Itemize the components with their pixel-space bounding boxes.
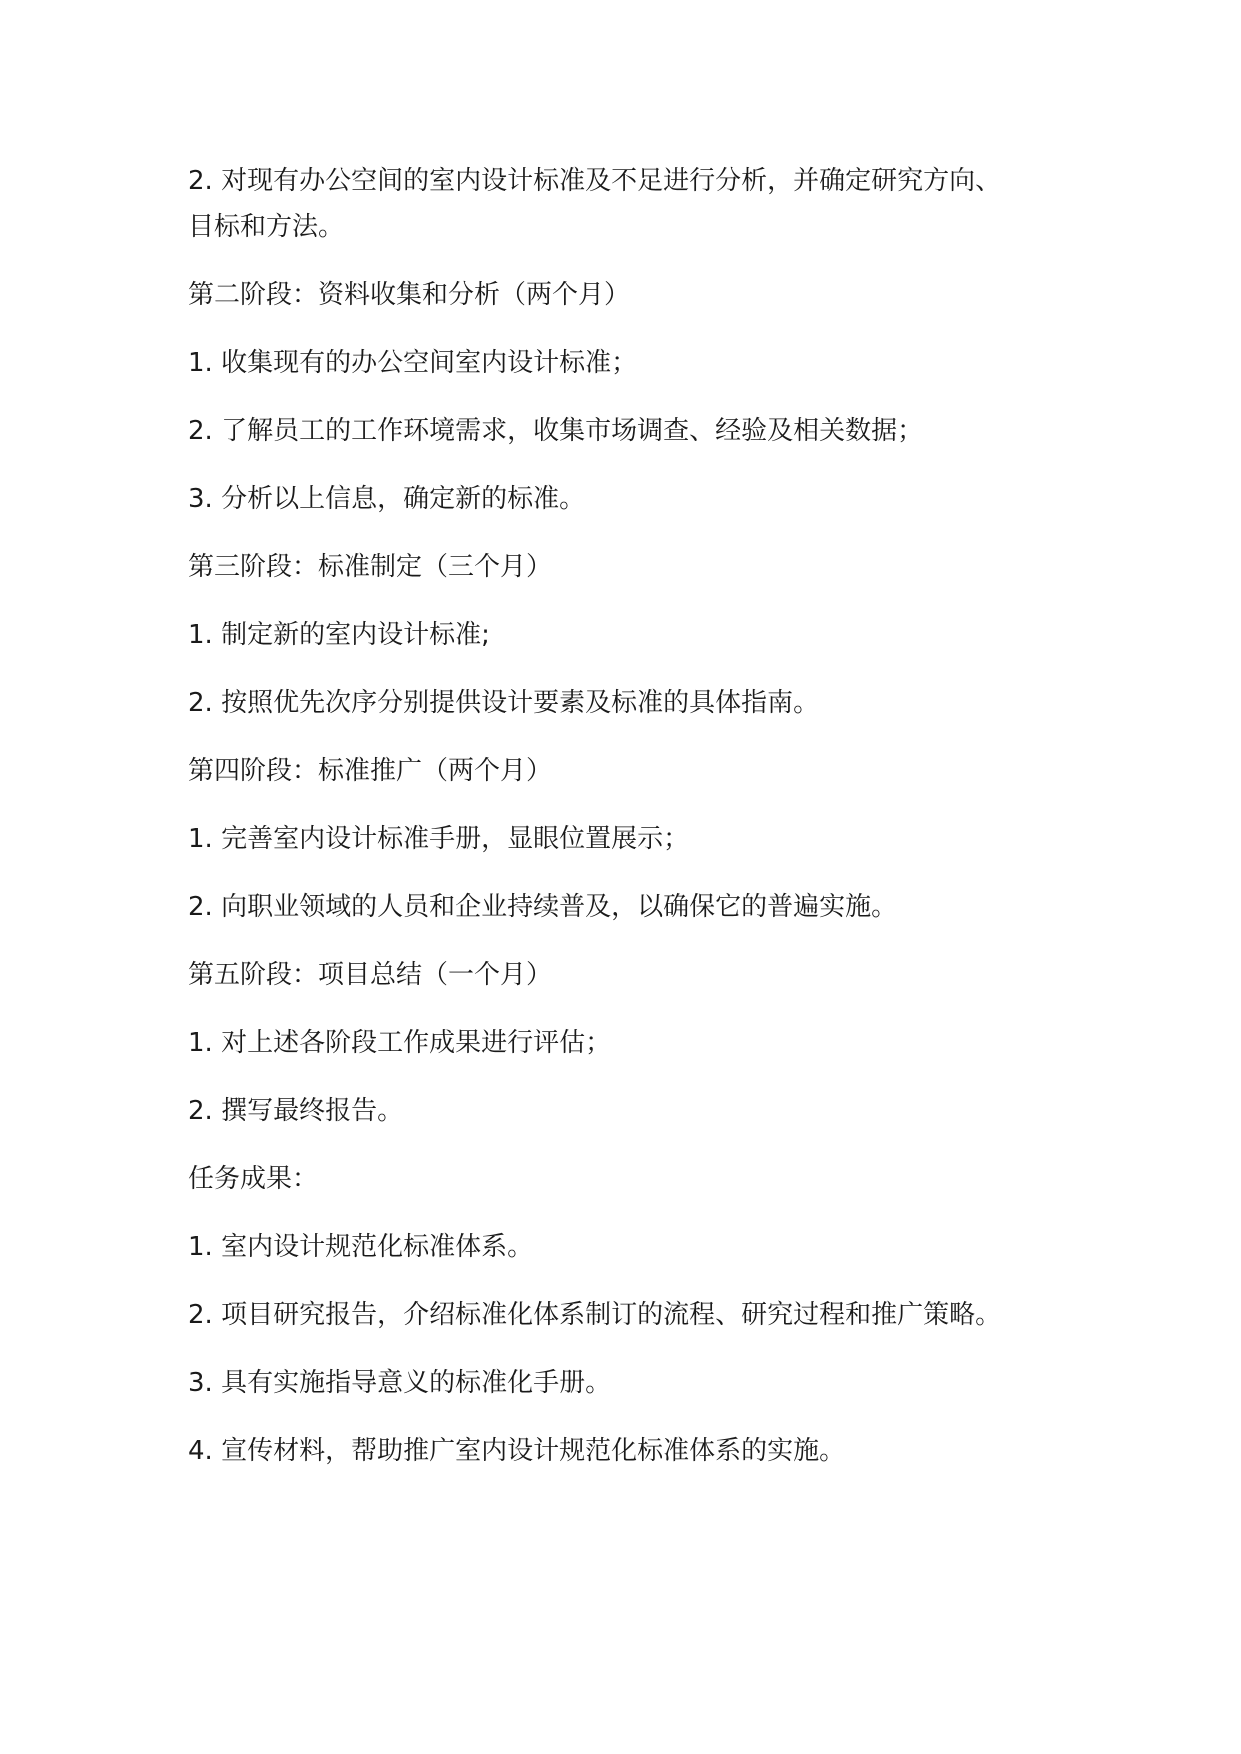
stage5-heading: 第五阶段：项目总结（一个月） [188,960,553,990]
results-heading: 任务成果： [188,1164,319,1194]
stage4-item-2: 2. 向职业领域的人员和企业持续普及，以确保它的普遍实施。 [188,892,898,922]
stage5-item-1: 1. 对上述各阶段工作成果进行评估； [188,1028,612,1058]
stage2-item-1: 1. 收集现有的办公空间室内设计标准； [188,348,638,378]
results-item-3: 3. 具有实施指导意义的标准化手册。 [188,1368,612,1398]
results-item-4: 4. 宣传材料，帮助推广室内设计规范化标准体系的实施。 [188,1436,846,1466]
stage2-heading: 第二阶段：资料收集和分析（两个月） [188,280,631,310]
stage2-item-3: 3. 分析以上信息，确定新的标准。 [188,484,586,514]
stage4-item-1: 1. 完善室内设计标准手册，显眼位置展示； [188,824,690,854]
results-item-2: 2. 项目研究报告，介绍标准化体系制订的流程、研究过程和推广策略。 [188,1300,1002,1330]
results-item-1: 1. 室内设计规范化标准体系。 [188,1232,534,1262]
document-body [188,158,1068,1474]
stage3-item-2: 2. 按照优先次序分别提供设计要素及标准的具体指南。 [188,688,820,718]
stage2-item-2: 2. 了解员工的工作环境需求，收集市场调查、经验及相关数据； [188,416,924,446]
intro-line-2: 目标和方法。 [188,212,345,242]
intro-line-1: 2. 对现有办公空间的室内设计标准及不足进行分析，并确定研究方向、 [188,166,1002,196]
stage3-heading: 第三阶段：标准制定（三个月） [188,552,553,582]
stage3-item-1: 1. 制定新的室内设计标准; [188,620,490,650]
stage5-item-2: 2. 撰写最终报告。 [188,1096,404,1126]
stage4-heading: 第四阶段：标准推广（两个月） [188,756,553,786]
